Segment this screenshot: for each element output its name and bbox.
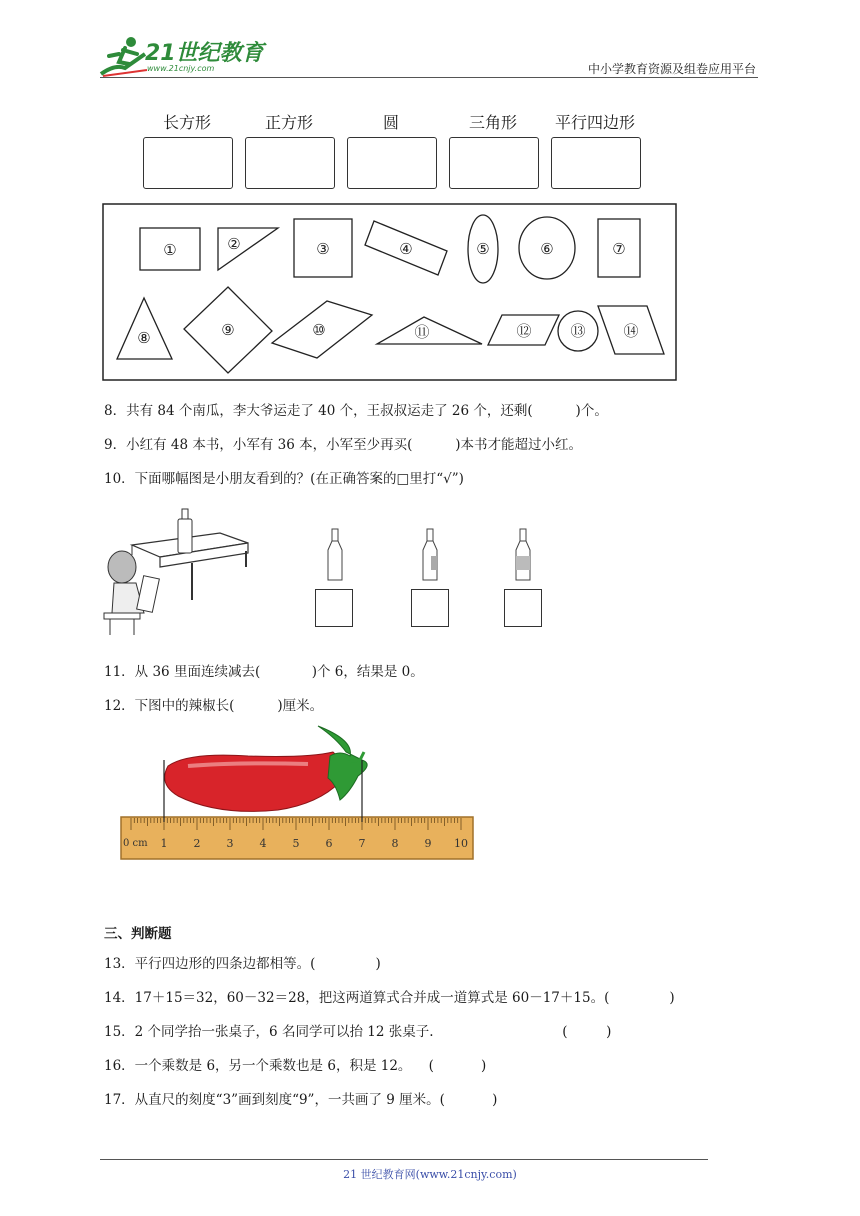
answer-box-rectangle[interactable]	[143, 137, 233, 189]
answer-box-parallelogram[interactable]	[551, 137, 641, 189]
ruler-unit: 0 cm	[123, 838, 148, 849]
ruler-label-6: 6	[325, 837, 333, 850]
shape-label-14: ⑭	[623, 322, 639, 340]
pepper-ruler-illustration	[118, 722, 478, 864]
answer-box-triangle[interactable]	[449, 137, 539, 189]
question-10: 10．下面哪幅图是小朋友看到的？(在正确答案的□里打“√”)	[104, 471, 464, 487]
shape-label-8: ⑧	[137, 329, 151, 347]
question-11: 11．从 36 里面连续减去( )个 6，结果是 0。	[104, 664, 424, 680]
category-square: 正方形	[264, 113, 313, 132]
category-parallelogram: 平行四边形	[554, 113, 635, 132]
shape-label-7: ⑦	[612, 240, 626, 258]
ruler-label-8: 8	[391, 837, 399, 850]
shape-label-1: ①	[163, 241, 177, 259]
ruler-label-1: 1	[160, 837, 168, 850]
question-17: 17．从直尺的刻度“3”画到刻度“9”，一共画了 9 厘米。( )	[104, 1092, 498, 1108]
answer-box-circle[interactable]	[347, 137, 437, 189]
bottle-option-1	[324, 528, 346, 582]
category-circle: 圆	[382, 113, 399, 132]
bottle-option-3	[512, 528, 534, 582]
platform-name: 中小学教育资源及组卷应用平台	[587, 62, 756, 76]
logo-text: 21世纪教育	[145, 41, 264, 66]
question-15: 15．2 个同学抬一张桌子，6 名同学可以抬 12 张桌子. ( )	[104, 1024, 612, 1040]
shape-label-3: ③	[316, 240, 330, 258]
question-9: 9．小红有 48 本书，小军有 36 本，小军至少再买( )本书才能超过小红。	[104, 437, 583, 453]
footer-text: 21 世纪教育网(www.21cnjy.com)	[343, 1168, 517, 1181]
category-rectangle: 长方形	[162, 113, 211, 132]
bottle-option-2	[419, 528, 441, 582]
shape-label-11: ⑪	[414, 323, 430, 341]
answer-box-square[interactable]	[245, 137, 335, 189]
ruler-label-7: 7	[358, 837, 366, 850]
shapes-panel	[102, 203, 678, 383]
answer-checkbox-2[interactable]	[411, 589, 449, 627]
shape-label-12: ⑫	[516, 322, 532, 340]
ruler-label-9: 9	[424, 837, 432, 850]
category-triangle: 三角形	[468, 113, 517, 132]
answer-checkbox-3[interactable]	[504, 589, 542, 627]
question-14: 14．17＋15＝32，60－32＝28，把这两道算式合并成一道算式是 60－17＋15。( )	[104, 990, 675, 1006]
answer-checkbox-1[interactable]	[315, 589, 353, 627]
question-16: 16．一个乘数是 6，另一个乘数也是 6，积是 12。 ( )	[104, 1058, 487, 1074]
shape-label-13: ⑬	[570, 322, 586, 340]
section-title-judgment: 三、判断题	[104, 926, 172, 942]
question-13: 13．平行四边形的四条边都相等。( )	[104, 956, 381, 972]
ruler-label-2: 2	[193, 837, 201, 850]
ruler-label-10: 10	[454, 837, 468, 850]
shape-label-4: ④	[399, 240, 413, 258]
shape-label-9: ⑨	[221, 321, 235, 339]
question-12: 12．下图中的辣椒长( )厘米。	[104, 698, 324, 714]
logo-url: www.21cnjy.com	[147, 64, 215, 73]
child-drawing-table-illustration	[100, 505, 260, 640]
footer-rule	[100, 1159, 708, 1160]
ruler-label-4: 4	[259, 837, 267, 850]
shape-label-10: ⑩	[312, 321, 326, 339]
header-logo	[95, 34, 265, 78]
shape-label-6: ⑥	[540, 240, 554, 258]
pepper-body	[165, 752, 341, 811]
shape-label-2: ②	[227, 235, 241, 253]
question-8: 8．共有 84 个南瓜，李大爷运走了 40 个，王叔叔运走了 26 个，还剩( )个。	[104, 403, 608, 419]
ruler-label-5: 5	[292, 837, 300, 850]
header-rule	[100, 77, 758, 78]
shape-label-5: ⑤	[476, 240, 490, 258]
ruler-label-3: 3	[226, 837, 234, 850]
